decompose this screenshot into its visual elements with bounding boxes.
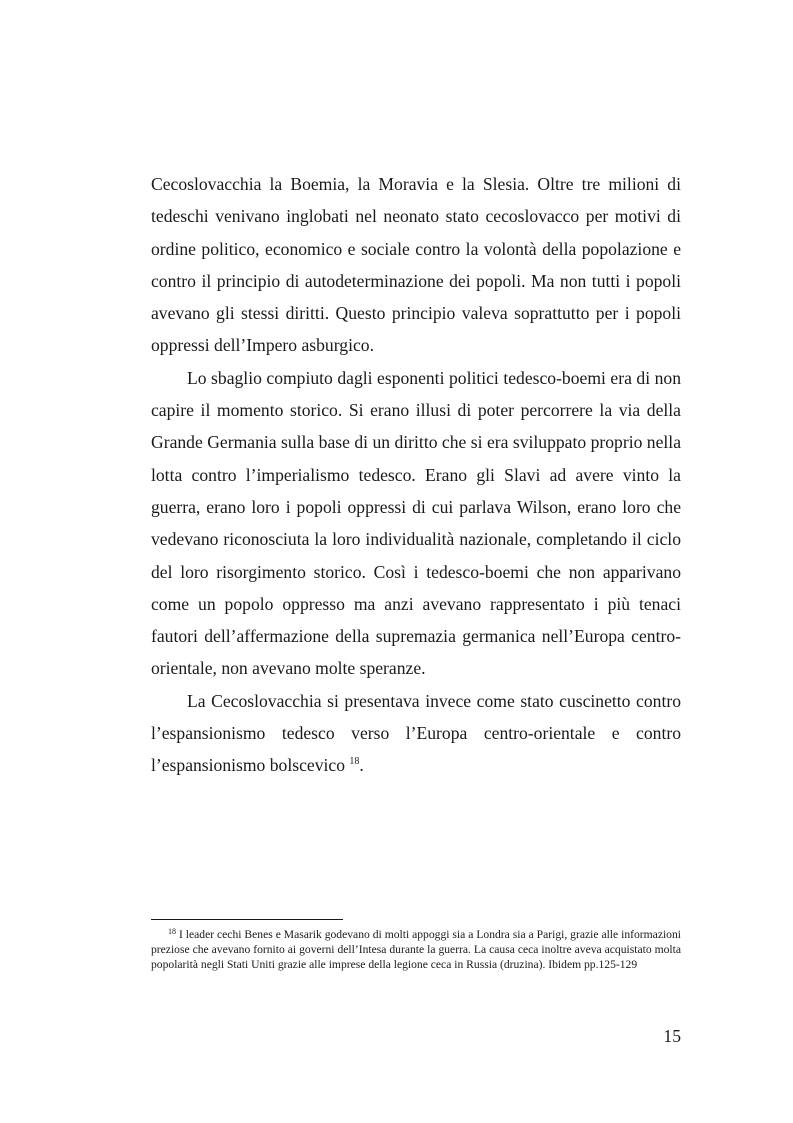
paragraph-2: Lo sbaglio compiuto dagli esponenti politici tedesco-boemi era di non capire il momento storico. Si erano illusi di poter percorrere la via della Grande Germania sulla base di un diritto che si era sviluppato proprio nella lotta contro l’imperialismo tedesco. Erano gli Slavi ad avere vinto la guerra, erano loro i popoli oppressi di cui parlava Wilson, erano loro che vedevano riconosciuta la loro individualità nazionale, completando il ciclo del loro risorgimento storico. Così i tedesco-boemi che non apparivano come un popolo oppresso ma anzi avevano rappresentato i più tenaci fautori dell’affermazione della supremazia germanica nell’Europa centro-orientale, non avevano molte speranze. [151, 367, 681, 679]
paragraph-3-end: . [359, 755, 364, 776]
page-number: 15 [663, 1026, 681, 1046]
footnote-text: I leader cechi Benes e Masarik godevano di molti appoggi sia a Londra sia a Parigi, grazie alle informazioni preziose che avevano fornito ai governi dell’Intesa durante la guerra. La causa ceca inoltre aveva acquistato molta popolarità negli Stati Uniti grazie alle imprese della legione ceca in Russia (druzina). Ibidem pp.125-129 [151, 928, 682, 972]
footnote-divider [151, 919, 343, 920]
footnote-marker: 18 [168, 927, 176, 936]
footnote [151, 927, 681, 973]
footnote-reference[interactable]: 18 [349, 756, 360, 768]
body-text [151, 168, 681, 782]
paragraph-3-text: La Cecoslovacchia si presentava invece come stato cuscinetto contro l’espansionismo tedesco verso l’Europa centro-orientale e contro l’espansionismo bolscevico [151, 690, 681, 776]
paragraph-1: Cecoslovacchia la Boemia, la Moravia e la Slesia. Oltre tre milioni di tedeschi venivano inglobati nel neonato stato cecoslovacco per motivi di ordine politico, economico e sociale contro la volontà della popolazione e contro il principio di autodeterminazione dei popoli. Ma non tutti i popoli avevano gli stessi diritti. Questo principio valeva soprattutto per i popoli oppressi dell’Impero asburgico. [151, 174, 681, 356]
paragraph-3 [151, 685, 681, 782]
